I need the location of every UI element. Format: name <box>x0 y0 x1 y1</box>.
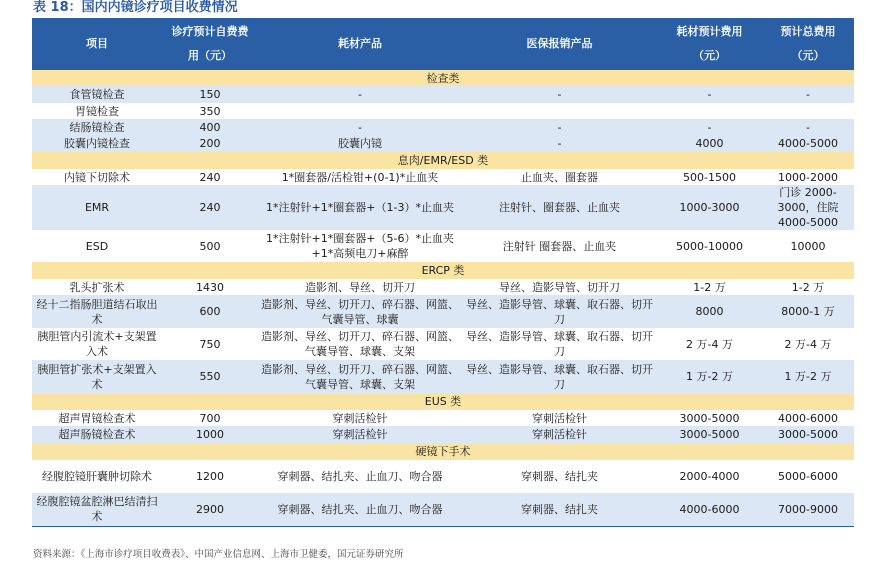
insurance-cell: 穿刺活检针 <box>462 410 657 426</box>
price-cell: 500 <box>162 230 258 262</box>
price-cell: 600 <box>162 295 258 328</box>
consumable-cost-cell: - <box>657 86 762 103</box>
consumables-cell: 胶囊内镜 <box>258 135 462 152</box>
project-cell: 胃镜检查 <box>32 103 162 119</box>
total-cost-cell: 5000-6000 <box>762 460 854 493</box>
table-row <box>32 135 854 152</box>
table-row <box>32 279 854 295</box>
consumables-cell: 穿刺器、结扎夹、止血刀、吻合器 <box>258 460 462 493</box>
total-cost-cell: 3000-5000 <box>762 426 854 443</box>
total-cost-cell: 8000-1 万 <box>762 295 854 328</box>
table-row <box>32 169 854 185</box>
section-row <box>32 393 854 410</box>
consumable-cost-cell: 2 万-4 万 <box>657 328 762 360</box>
total-cost-cell: 1-2 万 <box>762 279 854 295</box>
table-row <box>32 86 854 103</box>
table-row <box>32 119 854 135</box>
project-cell: 胰胆管内引流术+支架置入术 <box>32 328 162 360</box>
total-cost-cell: 10000 <box>762 230 854 262</box>
insurance-cell: - <box>462 135 657 152</box>
insurance-cell: 穿刺器、结扎夹 <box>462 493 657 526</box>
price-cell: 1200 <box>162 460 258 493</box>
project-cell: 结肠镜检查 <box>32 119 162 135</box>
price-cell: 1000 <box>162 426 258 443</box>
section-row <box>32 443 854 460</box>
table-row <box>32 410 854 426</box>
project-cell: 胰胆管扩张术+支架置入术 <box>32 360 162 393</box>
consumables-cell: 1*注射针+1*圈套器+（1-3）*止血夹 <box>258 185 462 230</box>
project-cell: 胶囊内镜检查 <box>32 135 162 152</box>
header-project: 项目 <box>32 18 162 70</box>
section-label: EUS 类 <box>32 393 854 410</box>
consumable-cost-cell <box>657 103 762 119</box>
insurance-cell: 导丝、造影导管、球囊、取石器、切开刀 <box>462 328 657 360</box>
header-row <box>32 18 854 70</box>
consumables-cell: 1*圈套器/活检钳+(0-1)*止血夹 <box>258 169 462 185</box>
project-cell: 超声肠镜检查术 <box>32 426 162 443</box>
section-row <box>32 262 854 279</box>
project-cell: 食管镜检查 <box>32 86 162 103</box>
table-row <box>32 295 854 328</box>
consumable-cost-cell: 1-2 万 <box>657 279 762 295</box>
consumable-cost-cell: 5000-10000 <box>657 230 762 262</box>
table-row <box>32 460 854 493</box>
header-consumables: 耗材产品 <box>258 18 462 70</box>
total-cost-cell <box>762 103 854 119</box>
price-cell: 240 <box>162 169 258 185</box>
table-row <box>32 426 854 443</box>
consumable-cost-cell: - <box>657 119 762 135</box>
price-cell: 700 <box>162 410 258 426</box>
consumables-cell: 造影剂、导丝、切开刀、碎石器、网篮、气囊导管、球囊、支架 <box>258 328 462 360</box>
consumable-cost-cell: 3000-5000 <box>657 410 762 426</box>
project-cell: 经十二指肠胆道结石取出术 <box>32 295 162 328</box>
price-cell: 150 <box>162 86 258 103</box>
price-cell: 550 <box>162 360 258 393</box>
price-cell: 240 <box>162 185 258 230</box>
section-label: 硬镜下手术 <box>32 443 854 460</box>
header-insurance: 医保报销产品 <box>462 18 657 70</box>
insurance-cell: 止血夹、圈套器 <box>462 169 657 185</box>
project-cell: ESD <box>32 230 162 262</box>
fee-table <box>32 18 854 527</box>
consumable-cost-cell: 1 万-2 万 <box>657 360 762 393</box>
section-row <box>32 70 854 86</box>
total-cost-cell: 1000-2000 <box>762 169 854 185</box>
consumables-cell: 穿刺活检针 <box>258 426 462 443</box>
insurance-cell: 导丝、造影导管、球囊、取石器、切开刀 <box>462 360 657 393</box>
table-row <box>32 185 854 230</box>
header-consumable-cost: 耗材预计费用 （元） <box>657 18 762 70</box>
insurance-cell: 穿刺器、结扎夹 <box>462 460 657 493</box>
consumables-cell: 1*注射针+1*圈套器+（5-6）*止血夹+1*高频电刀+麻醉 <box>258 230 462 262</box>
insurance-cell <box>462 103 657 119</box>
section-label: ERCP 类 <box>32 262 854 279</box>
consumable-cost-cell: 1000-3000 <box>657 185 762 230</box>
section-row <box>32 152 854 169</box>
consumables-cell: 穿刺活检针 <box>258 410 462 426</box>
consumables-cell <box>258 103 462 119</box>
insurance-cell: 注射针、圈套器、止血夹 <box>462 185 657 230</box>
consumables-cell: 造影剂、导丝、切开刀 <box>258 279 462 295</box>
project-cell: EMR <box>32 185 162 230</box>
consumables-cell: 造影剂、导丝、切开刀、碎石器、网篮、气囊导管、球囊 <box>258 295 462 328</box>
project-cell: 超声胃镜检查术 <box>32 410 162 426</box>
project-cell: 内镜下切除术 <box>32 169 162 185</box>
header-total-cost: 预计总费用 （元） <box>762 18 854 70</box>
table-row <box>32 328 854 360</box>
table-row <box>32 360 854 393</box>
price-cell: 350 <box>162 103 258 119</box>
project-cell: 乳头扩张术 <box>32 279 162 295</box>
total-cost-cell: 门诊 2000-3000，住院 4000-5000 <box>762 185 854 230</box>
table-row <box>32 103 854 119</box>
consumable-cost-cell: 500-1500 <box>657 169 762 185</box>
total-cost-cell: 4000-5000 <box>762 135 854 152</box>
total-cost-cell: 1 万-2 万 <box>762 360 854 393</box>
total-cost-cell: 4000-6000 <box>762 410 854 426</box>
consumables-cell: - <box>258 119 462 135</box>
consumable-cost-cell: 4000 <box>657 135 762 152</box>
consumable-cost-cell: 4000-6000 <box>657 493 762 526</box>
consumable-cost-cell: 2000-4000 <box>657 460 762 493</box>
consumables-cell: 穿刺器、结扎夹、止血刀、吻合器 <box>258 493 462 526</box>
insurance-cell: 穿刺活检针 <box>462 426 657 443</box>
insurance-cell: 导丝、造影导管、切开刀 <box>462 279 657 295</box>
insurance-cell: - <box>462 119 657 135</box>
price-cell: 1430 <box>162 279 258 295</box>
project-cell: 经腹腔镜盆腔淋巴结清扫术 <box>32 493 162 526</box>
section-label: 检查类 <box>32 70 854 86</box>
price-cell: 200 <box>162 135 258 152</box>
consumable-cost-cell: 8000 <box>657 295 762 328</box>
project-cell: 经腹腔镜肝囊肿切除术 <box>32 460 162 493</box>
consumables-cell: - <box>258 86 462 103</box>
consumables-cell: 造影剂、导丝、切开刀、碎石器、网篮、气囊导管、球囊、支架 <box>258 360 462 393</box>
total-cost-cell: 2 万-4 万 <box>762 328 854 360</box>
total-cost-cell: 7000-9000 <box>762 493 854 526</box>
consumable-cost-cell: 3000-5000 <box>657 426 762 443</box>
insurance-cell: - <box>462 86 657 103</box>
source-note: 资料来源：《上海市诊疗项目收费表》、中国产业信息网、上海市卫健委，国元证券研究所 <box>33 549 404 560</box>
section-label: 息肉/EMR/ESD 类 <box>32 152 854 169</box>
insurance-cell: 注射针 圈套器、止血夹 <box>462 230 657 262</box>
header-price: 诊疗预计自费费 用（元） <box>162 18 258 70</box>
price-cell: 750 <box>162 328 258 360</box>
table-row <box>32 230 854 262</box>
total-cost-cell: - <box>762 119 854 135</box>
price-cell: 2900 <box>162 493 258 526</box>
insurance-cell: 导丝、造影导管、球囊、取石器、切开刀 <box>462 295 657 328</box>
table-title: 表 18：国内内镜诊疗项目收费情况 <box>33 0 238 15</box>
price-cell: 400 <box>162 119 258 135</box>
total-cost-cell: - <box>762 86 854 103</box>
table-row <box>32 493 854 526</box>
